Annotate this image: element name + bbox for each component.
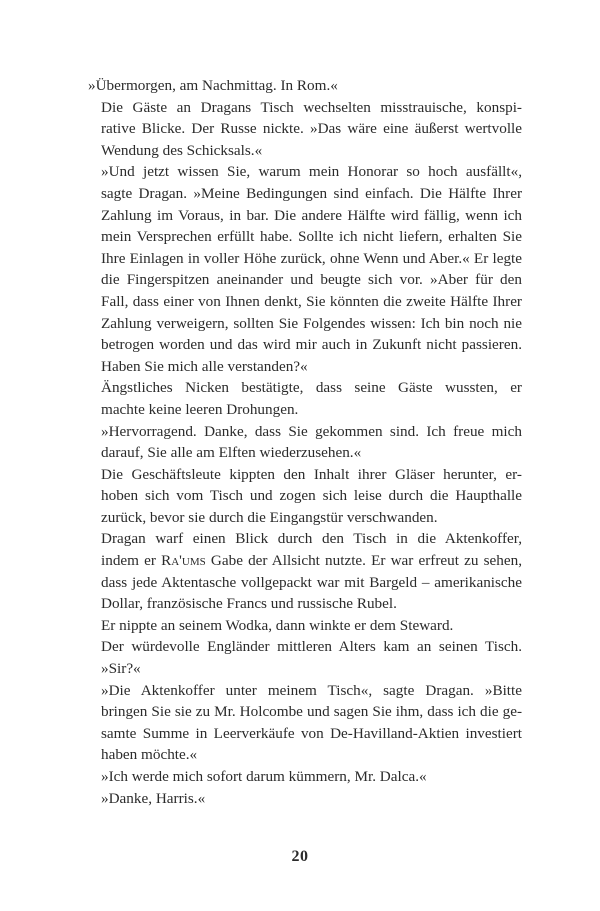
paragraph	[88, 788, 522, 810]
text-line: indem er Ra'ums Gabe der Allsicht nutzte. Er war erfreut zu sehen,	[101, 552, 523, 570]
paragraph	[88, 161, 522, 377]
text-line: Haben Sie mich alle verstanden?«	[101, 357, 308, 375]
paragraph	[88, 377, 522, 420]
paragraph	[88, 615, 522, 637]
text-line: Der würdevolle Engländer mittleren Alters kam an seinen Tisch.	[101, 638, 522, 656]
paragraph	[88, 528, 522, 614]
text-line: zurück, bevor sie durch die Eingangstür verschwanden.	[101, 508, 438, 526]
text-line: Dragan warf einen Blick durch den Tisch in die Aktenkoffer,	[101, 530, 522, 548]
text-line: »Danke, Harris.«	[101, 789, 206, 807]
text-line: machte keine leeren Drohungen.	[101, 400, 299, 418]
paragraph	[88, 636, 522, 679]
text-line: rative Blicke. Der Russe nickte. »Das wäre eine äußerst wertvolle	[101, 120, 522, 138]
text-line: »Die Aktenkoffer unter meinem Tisch«, sagte Dragan. »Bitte	[101, 681, 522, 699]
text-line: mein Versprechen erfüllt habe. Sollte ich nicht liefern, erhalten Sie	[101, 228, 522, 246]
text-line: bringen Sie sie zu Mr. Holcombe und sagen Sie ihm, dass ich die ge-	[101, 703, 522, 721]
paragraph	[88, 766, 522, 788]
text-line: dass jede Aktentasche vollgepackt war mit Bargeld – amerikanische	[101, 573, 522, 591]
text-line: Wendung des Schicksals.«	[101, 141, 263, 159]
text-line: Ängstliches Nicken bestätigte, dass seine Gäste wussten, er	[101, 379, 522, 397]
text-line: »Ich werde mich sofort darum kümmern, Mr. Dalca.«	[101, 768, 427, 785]
book-page-body	[88, 75, 522, 809]
text-line: Fall, dass einer von Ihnen denkt, Sie könnten die zweite Hälfte Ihrer	[101, 292, 522, 310]
text-line: Zahlung im Voraus, in bar. Die andere Hälfte wird fällig, wenn ich	[101, 206, 522, 224]
paragraph	[88, 421, 522, 464]
text-line: hoben sich vom Tisch und zogen sich leise durch die Haupthalle	[101, 487, 522, 505]
text-line: samte Summe in Leerverkäufe von De-Havilland-Aktien investiert	[101, 724, 522, 742]
text-line: betrogen worden und das wird mir auch in Zukunft nicht passieren.	[101, 336, 522, 354]
text-line: »Übermorgen, am Nachmittag. In Rom.«	[88, 77, 338, 94]
text-line: darauf, Sie alle am Elften wiederzusehen.«	[101, 444, 362, 462]
text-line: Er nippte an seinem Wodka, dann winkte er dem Steward.	[101, 616, 454, 634]
page-number: 20	[291, 848, 309, 865]
paragraph	[88, 680, 522, 766]
text-line: haben möchte.«	[101, 746, 198, 764]
text-line: Dollar, französische Francs und russische Rubel.	[101, 595, 397, 613]
text-line: »Hervorragend. Danke, dass Sie gekommen sind. Ich freue mich	[101, 422, 522, 440]
paragraph	[88, 464, 522, 529]
text-line: Die Geschäftsleute kippten den Inhalt ihrer Gläser herunter, er-	[101, 465, 522, 483]
text-line: Die Gäste an Dragans Tisch wechselten misstrauische, konspi-	[101, 98, 522, 116]
small-caps-name: Ra'ums	[161, 552, 206, 570]
text-line: »Sir?«	[101, 660, 141, 678]
text-line: sagte Dragan. »Meine Bedingungen sind einfach. Die Hälfte Ihrer	[101, 184, 522, 202]
paragraph	[88, 97, 522, 162]
text-line: Zahlung verweigern, sollten Sie Folgendes wissen: Ich bin noch nie	[101, 314, 522, 332]
text-line: die Fingerspitzen aneinander und beugte sich vor. »Aber für den	[101, 271, 522, 289]
paragraph	[88, 75, 522, 97]
text-line: »Und jetzt wissen Sie, warum mein Honorar so hoch ausfällt«,	[101, 163, 522, 181]
text-line: Ihre Einlagen in voller Höhe zurück, ohne Wenn und Aber.« Er legte	[101, 249, 522, 267]
